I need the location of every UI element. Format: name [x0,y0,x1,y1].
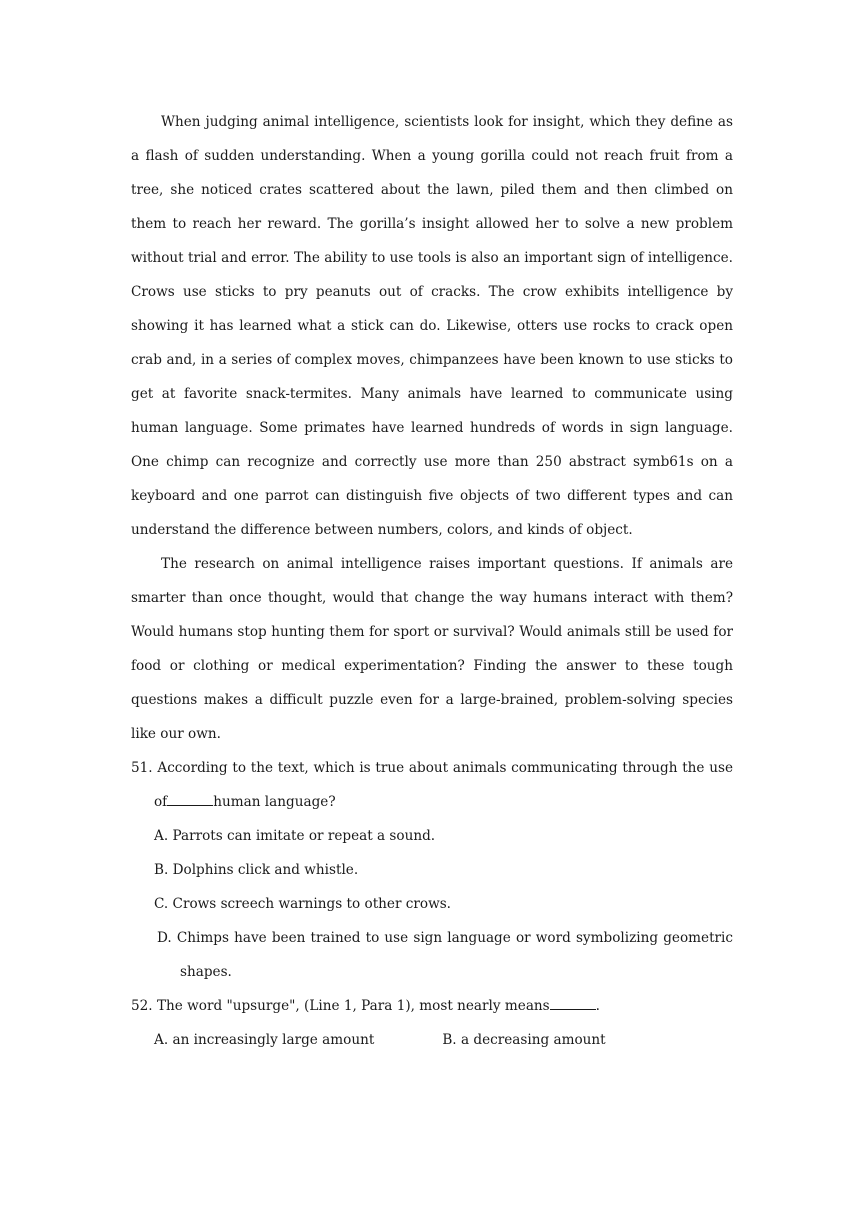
question-51-stem-end: human language? [213,794,336,810]
question-52-option-b: B. a decreasing amount [442,1032,606,1048]
answer-blank [550,995,596,1010]
document-page [131,105,733,1057]
question-52-options [131,1023,733,1057]
passage-paragraph-2: The research on animal intelligence raises important questions. If animals are smarter than once thought, would that change the way humans interact with them? Would humans stop hunting them for sport or survival? Would animals still be used for food or clothing or medical experimentation? Finding the answer to these tough questions makes a difficult puzzle even for a large-brained, problem-solving species like our own. [131,556,733,742]
question-52-stem-end: . [595,998,600,1014]
question-52 [131,989,733,1023]
question-52-option-a: A. an increasingly large amount [154,1032,375,1048]
question-52-stem: 52. The word "upsurge", (Line 1, Para 1), most nearly means [131,998,550,1014]
question-51-option-d: D. Chimps have been trained to use sign language or word symbolizing geometric shapes. [157,930,733,980]
question-51-stem: 51. According to the text, which is true about animals communicating through the use of [131,760,733,810]
question-51-option-b: B. Dolphins click and whistle. [154,862,359,878]
answer-blank [167,791,213,806]
question-51-option-a: A. Parrots can imitate or repeat a sound. [154,828,436,844]
question-51 [131,751,733,819]
passage-paragraph-1: When judging animal intelligence, scientists look for insight, which they define as a flash of sudden understanding. When a young gorilla could not reach fruit from a tree, she noticed crates scattered about the lawn, piled them and then climbed on them to reach her reward. The gorilla’s insight allowed her to solve a new problem without trial and error. The ability to use tools is also an important sign of intelligence. Crows use sticks to pry peanuts out of cracks. The crow exhibits intelligence by showing it has learned what a stick can do. Likewise, otters use rocks to crack open crab and, in a series of complex moves, chimpanzees have been known to use sticks to get at favorite snack-termites. Many animals have learned to communicate using human language. Some primates have learned hundreds of words in sign language. One chimp can recognize and correctly use more than 250 abstract symb61s on a keyboard and one parrot can distinguish five objects of two different types and can understand the difference between numbers, colors, and kinds of object. [131,114,733,538]
question-51-option-c: C. Crows screech warnings to other crows. [154,896,451,912]
